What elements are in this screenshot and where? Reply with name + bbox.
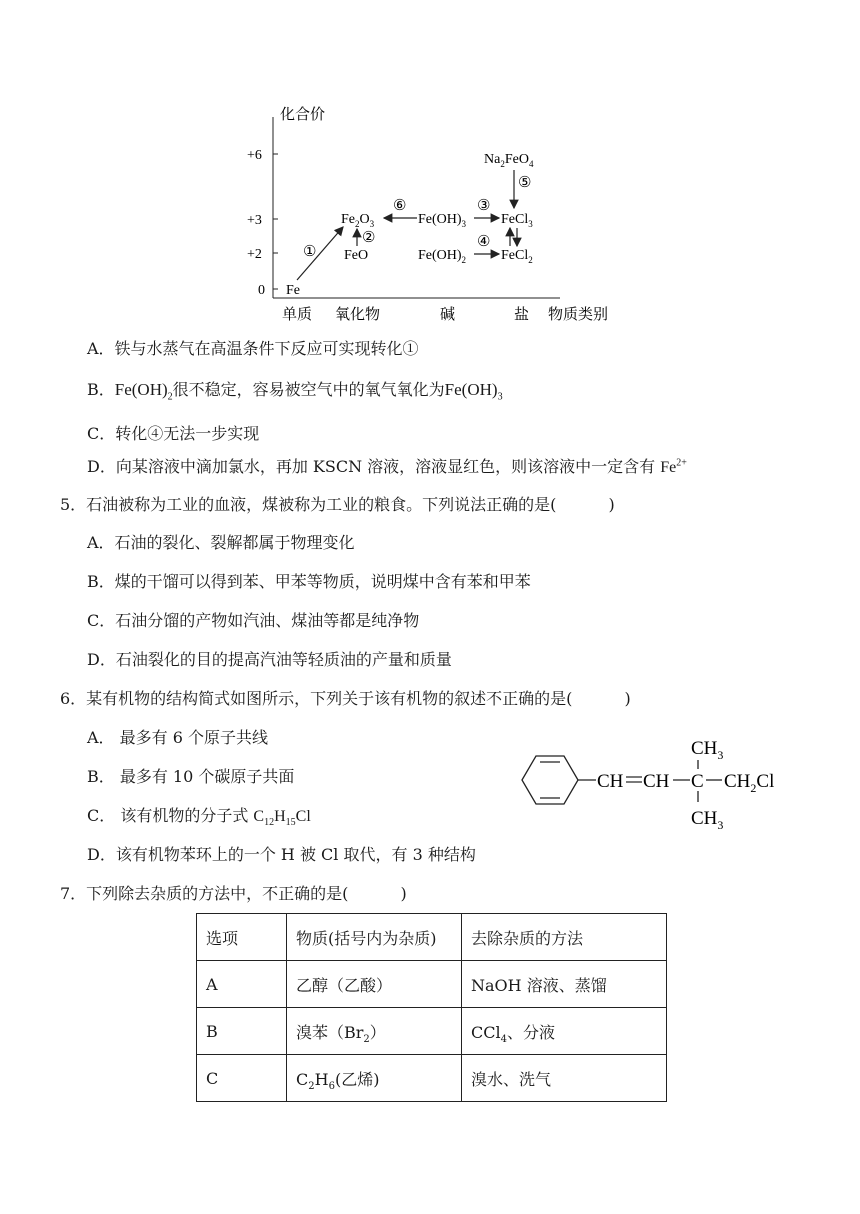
table-header: 选项 <box>197 914 287 961</box>
y-tick-3: +3 <box>247 213 262 228</box>
table-header: 物质(括号内为杂质) <box>287 914 462 961</box>
x-cat-base: 碱 <box>440 307 456 323</box>
species-na2feo4: $Na_2FeO_4$ <box>484 152 534 169</box>
x-axis-title: 物质类别 <box>548 307 609 323</box>
q4-option-c: C．转化④无法一步实现 <box>87 424 260 443</box>
x-cat-salt: 盐 <box>514 307 530 323</box>
y-tick-6: +6 <box>247 148 262 163</box>
q5-option-c: C．石油分馏的产物如汽油、煤油等都是纯净物 <box>87 611 420 630</box>
marker-2: ② <box>362 230 376 246</box>
species-fecl3: FeCl$_3$ <box>501 212 533 229</box>
x-cat-elemental: 单质 <box>282 307 313 323</box>
y-tick-0: 0 <box>258 283 265 298</box>
species-fe2o3: $Fe_2O_3$ <box>341 212 375 229</box>
marker-1: ① <box>303 244 317 260</box>
chain-c: C <box>691 771 704 792</box>
species-feoh3: $Fe(OH)_3$ <box>418 212 467 229</box>
q6-option-b: B． 最多有 10 个碳原子共面 <box>87 767 295 786</box>
table-row <box>197 961 667 1008</box>
q4-option-b: B．$Fe(OH)_2$很不稳定，容易被空气中的氧气氧化为$Fe(OH)_3$ <box>87 380 503 403</box>
table-row <box>197 1055 667 1102</box>
species-feoh2: $Fe(OH)_2$ <box>418 248 467 265</box>
q7-stem: 7．下列除去杂质的方法中，不正确的是( ) <box>60 884 407 903</box>
impurity-table <box>196 913 667 1102</box>
marker-5: ⑤ <box>518 175 532 191</box>
q6-option-c: C． 该有机物的分子式 $C_{12}H_{15}Cl$ <box>87 806 311 829</box>
species-fe: Fe <box>286 283 300 298</box>
table-header: 去除杂质的方法 <box>462 914 667 961</box>
q5-stem: 5．石油被称为工业的血液，煤被称为工业的粮食。下列说法正确的是( ) <box>60 495 615 514</box>
table-cell: A <box>197 961 287 1008</box>
marker-3: ③ <box>477 198 491 214</box>
q4-option-a: A．铁与水蒸气在高温条件下反应可实现转化① <box>87 339 419 358</box>
q5-option-a: A．石油的裂化、裂解都属于物理变化 <box>87 533 355 552</box>
species-fecl2: FeCl$_2$ <box>501 248 533 265</box>
marker-6: ⑥ <box>393 198 407 214</box>
methyl-top: $CH_3$ <box>691 738 724 762</box>
methyl-bottom: $CH_3$ <box>691 808 724 832</box>
q5-option-b: B．煤的干馏可以得到苯、甲苯等物质，说明煤中含有苯和甲苯 <box>87 572 531 591</box>
q4-option-d: D．向某溶液中滴加氯水，再加 KSCN 溶液，溶液显红色，则该溶液中一定含有 $Fe^{2+}$ <box>87 457 687 476</box>
table-cell: 溴苯$(Br_2)$ <box>287 1008 462 1055</box>
table-header-row <box>197 914 667 961</box>
structural-formula <box>516 732 806 832</box>
table-cell: NaOH 溶液、蒸馏 <box>462 961 667 1008</box>
q5-option-d: D．石油裂化的目的提高汽油等轻质油的产量和质量 <box>87 650 452 669</box>
table-cell: C <box>197 1055 287 1102</box>
table-cell: 溴水、洗气 <box>462 1055 667 1102</box>
y-axis-title: 化合价 <box>280 107 326 123</box>
benzene-ring <box>522 756 578 804</box>
chain-ch2cl: $CH_2Cl$ <box>724 771 775 795</box>
q6-option-a: A． 最多有 6 个原子共线 <box>87 728 268 747</box>
table-cell: B <box>197 1008 287 1055</box>
q6-option-d: D．该有机物苯环上的一个 H 被 Cl 取代，有 3 种结构 <box>87 845 476 864</box>
table-row <box>197 1008 667 1055</box>
table-cell: $C_2H_6$(乙烯) <box>287 1055 462 1102</box>
iron-valence-diagram <box>0 0 860 330</box>
chain-ch2: CH <box>643 771 670 792</box>
table-cell: 乙醇（乙酸） <box>287 961 462 1008</box>
y-tick-2: +2 <box>247 247 262 262</box>
marker-4: ④ <box>477 234 491 250</box>
q6-stem: 6．某有机物的结构简式如图所示，下列关于该有机物的叙述不正确的是( ) <box>60 689 631 708</box>
x-cat-oxide: 氧化物 <box>335 307 381 323</box>
table-cell: CCl$_4$、分液 <box>462 1008 667 1055</box>
chain-ch1: CH <box>597 771 624 792</box>
species-feo: FeO <box>344 248 369 263</box>
